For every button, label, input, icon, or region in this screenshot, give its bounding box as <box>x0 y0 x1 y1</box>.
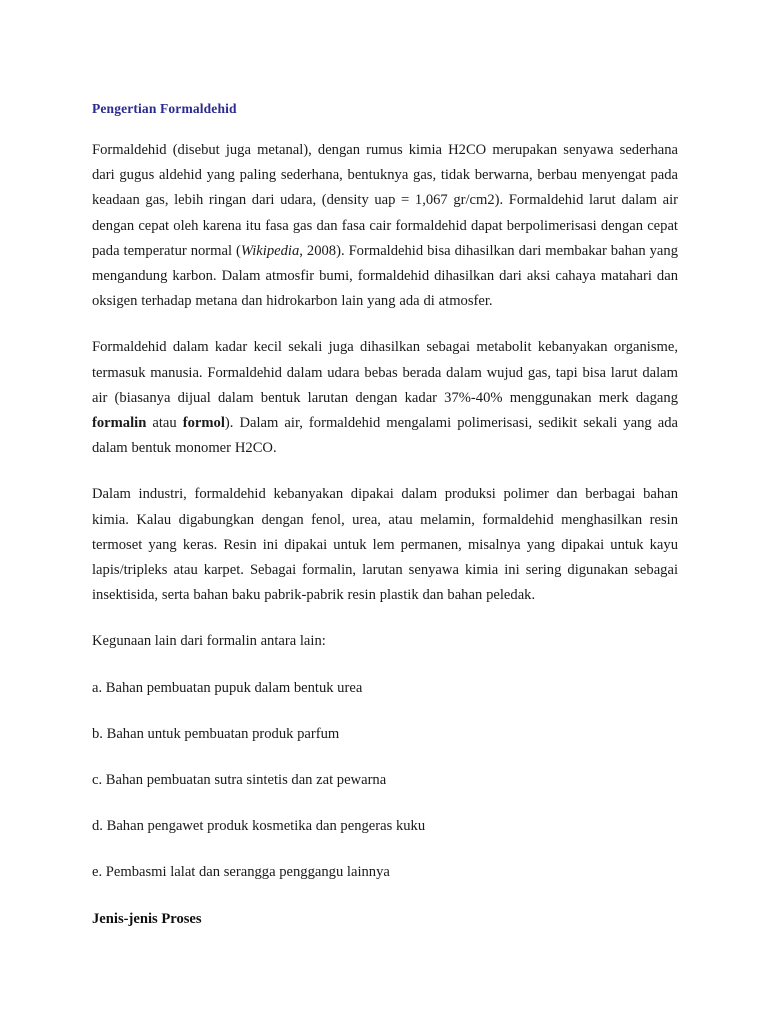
list-item: d. Bahan pengawet produk kosmetika dan pengeras kuku <box>92 818 426 835</box>
paragraph-2-text-a: Formaldehid dalam kadar kecil sekali juga dihasilkan sebagai metabolit kebanyakan organisme, termasuk manusia. Formaldehid dalam udara bebas berada dalam wujud gas, tapi bisa larut dalam air (biasanya dijual dalam bentuk larutan dengan kadar 37%-40% menggunakan merk dagang <box>92 339 678 406</box>
list-intro-text: Kegunaan lain dari formalin antara lain: <box>92 633 326 650</box>
list-item: c. Bahan pembuatan sutra sintetis dan zat pewarna <box>92 772 387 789</box>
term-formol: formol <box>182 415 225 432</box>
list-item: b. Bahan untuk pembuatan produk parfum <box>92 725 340 742</box>
paragraph-2-text-b: ). Dalam air, formaldehid mengalami polimerisasi, sedikit sekali yang ada dalam bentuk monomer H2CO. <box>92 415 678 457</box>
paragraph-1-text-b: , 2008). Formaldehid bisa dihasilkan dari membakar bahan yang mengandung karbon. Dalam atmosfir bumi, formaldehid dihasilkan dari aksi cahaya matahari dan oksigen terhadap metana dan hidrokarbon lain yang ada di atmosfer. <box>92 242 678 310</box>
paragraph-2 <box>92 335 678 461</box>
paragraph-1 <box>92 138 678 314</box>
paragraph-3: Dalam industri, formaldehid kebanyakan dipakai dalam produksi polimer dan berbagai bahan kimia. Kalau digabungkan dengan fenol, urea, atau melamin, formaldehid menghasilkan resin termoset yang keras. Resin ini dipakai untuk lem permanen, misalnya yang dipakai untuk kayu lapis/tripleks atau karpet. Sebagai formalin, larutan senyawa kimia ini sering digunakan sebagai insektisida, serta bahan baku pabrik-pabrik resin plastik dan bahan peledak. <box>92 486 678 604</box>
paragraph-2-text-mid: atau <box>146 415 183 432</box>
list-item: e. Pembasmi lalat dan serangga penggangu lainnya <box>92 864 390 881</box>
list-item: a. Bahan pembuatan pupuk dalam bentuk urea <box>92 679 363 696</box>
paragraph-1-text-a: Formaldehid (disebut juga metanal), dengan rumus kimia H2CO merupakan senyawa sederhana dari gugus aldehid yang paling sederhana, bentuknya gas, tidak berwarna, berbau menyengat pada keadaan gas, lebih ringan dari udara, (density uap = 1,067 gr/cm2). Formaldehid larut dalam air dengan cepat oleh karena itu fasa gas dan fasa cair formaldehid dapat berpolimerisasi dengan cepat pada temperatur normal ( <box>92 142 678 259</box>
section-heading: Jenis-jenis Proses <box>92 910 202 927</box>
page-title: Pengertian Formaldehid <box>92 101 237 116</box>
term-formalin: formalin <box>92 415 147 432</box>
document-body <box>92 101 678 932</box>
source-citation-wikipedia: Wikipedia <box>240 242 300 259</box>
